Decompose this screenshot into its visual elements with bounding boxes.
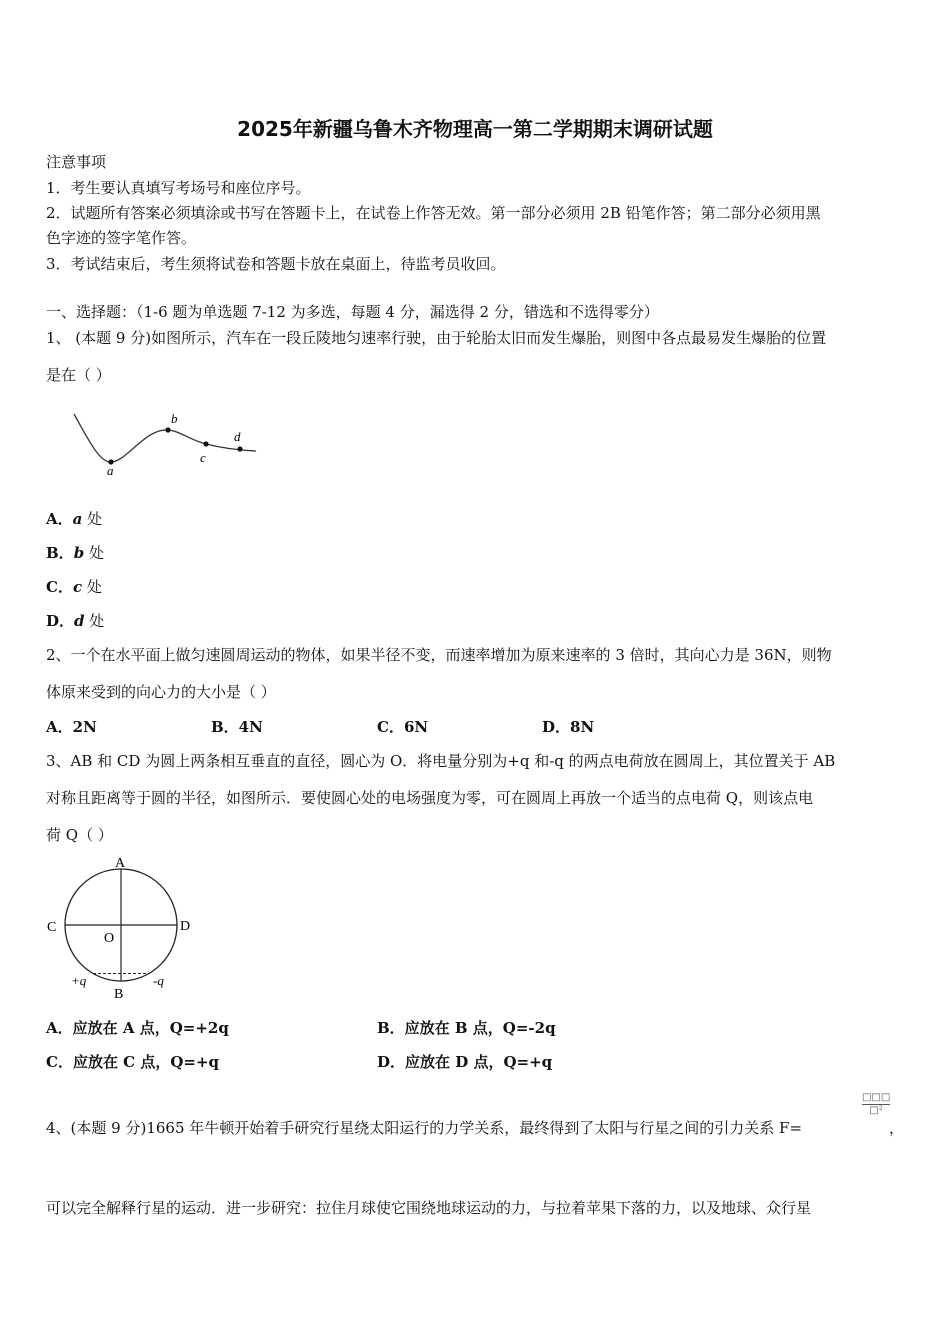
label-plus-q: +q — [71, 973, 87, 988]
label-minus-q: -q — [153, 973, 164, 988]
q2-option-a[interactable]: A．2N — [46, 718, 97, 736]
fraction-denominator: □² — [869, 1105, 883, 1116]
label-A: A — [115, 856, 126, 871]
q2-option-d[interactable]: D．8N — [542, 718, 595, 736]
question-3-stem: 3、AB 和 CD 为圆上两条相互垂直的直径，圆心为 O．将电量分别为+q 和-q 的两点电荷放在圆周上，其位置关于 AB — [46, 752, 836, 770]
label-D: D — [180, 919, 191, 934]
page-title: 2025年新疆乌鲁木齐物理高一第二学期期末调研试题 — [237, 117, 713, 141]
point-b — [165, 427, 170, 432]
hill-road-figure — [68, 404, 263, 482]
label-C: C — [47, 920, 57, 935]
label-c: c — [200, 450, 206, 465]
notice-item: 1．考生要认真填写考场号和座位序号。 — [46, 179, 311, 197]
question-4-stem-cont: 可以完全解释行星的运动．进一步研究：拉住月球使它围绕地球运动的力，与拉着苹果下落的力，以及地球、众行星 — [46, 1199, 812, 1217]
q3-option-d[interactable]: D．应放在 D 点，Q=+q — [377, 1053, 553, 1071]
notice-item: 2．试题所有答案必须填涂或书写在答题卡上，在试卷上作答无效。第一部分必须用 2B 铅笔作答；第二部分必须用黑 — [46, 204, 821, 222]
section-heading: 一、选择题：（1-6 题为单选题 7-12 为多选，每题 4 分，漏选得 2 分，错选和不选得零分） — [46, 303, 659, 321]
question-1-stem-cont: 是在（ ） — [46, 366, 111, 384]
point-d — [237, 446, 242, 451]
notice-item: 3．考试结束后，考生须将试卷和答题卡放在桌面上，待监考员收回。 — [46, 255, 506, 273]
circle-charges-figure — [44, 852, 204, 1004]
q3-option-c[interactable]: C．应放在 C 点，Q=+q — [46, 1053, 220, 1071]
formula-fraction — [862, 1092, 890, 1117]
q1-option-d[interactable]: D．d 处 — [46, 612, 105, 630]
question-1-stem: 1、 (本题 9 分)如图所示，汽车在一段丘陵地匀速率行驶，由于轮胎太旧而发生爆胎，则图中各点最易发生爆胎的位置 — [46, 329, 827, 347]
label-O: O — [104, 931, 115, 946]
question-2-stem-cont: 体原来受到的向心力的大小是（ ） — [46, 683, 276, 701]
q1-option-c[interactable]: C．c 处 — [46, 578, 102, 596]
question-2-stem: 2、一个在水平面上做匀速圆周运动的物体，如果半径不变，而速率增加为原来速率的 3 倍时，其向心力是 36N，则物 — [46, 646, 832, 664]
formula-comma: ， — [889, 1119, 905, 1137]
road-curve — [74, 414, 256, 462]
label-a: a — [107, 463, 114, 478]
label-b: b — [171, 411, 178, 426]
label-d: d — [234, 429, 241, 444]
point-c — [203, 441, 208, 446]
notice-heading: 注意事项 — [46, 153, 107, 171]
q1-option-b[interactable]: B．b 处 — [46, 544, 104, 562]
q1-option-a[interactable]: A．a 处 — [46, 510, 103, 528]
question-3-stem-cont: 对称且距离等于圆的半径，如图所示．要使圆心处的电场强度为零，可在圆周上再放一个适当的点电荷 Q，则该点电 — [46, 789, 814, 807]
q3-option-b[interactable]: B．应放在 B 点，Q=-2q — [377, 1019, 556, 1037]
fraction-numerator: □□□ — [862, 1092, 891, 1103]
q3-option-a[interactable]: A．应放在 A 点，Q=+2q — [46, 1019, 229, 1037]
label-B: B — [114, 987, 124, 1002]
notice-item: 色字迹的签字笔作答。 — [46, 229, 197, 247]
q2-option-b[interactable]: B．4N — [211, 718, 263, 736]
question-3-stem-cont2: 荷 Q（ ） — [46, 826, 113, 844]
question-4-stem: 4、(本题 9 分)1665 年牛顿开始着手研究行星绕太阳运行的力学关系，最终得到了太阳与行星之间的引力关系 F= — [46, 1119, 803, 1137]
q2-option-c[interactable]: C．6N — [377, 718, 429, 736]
